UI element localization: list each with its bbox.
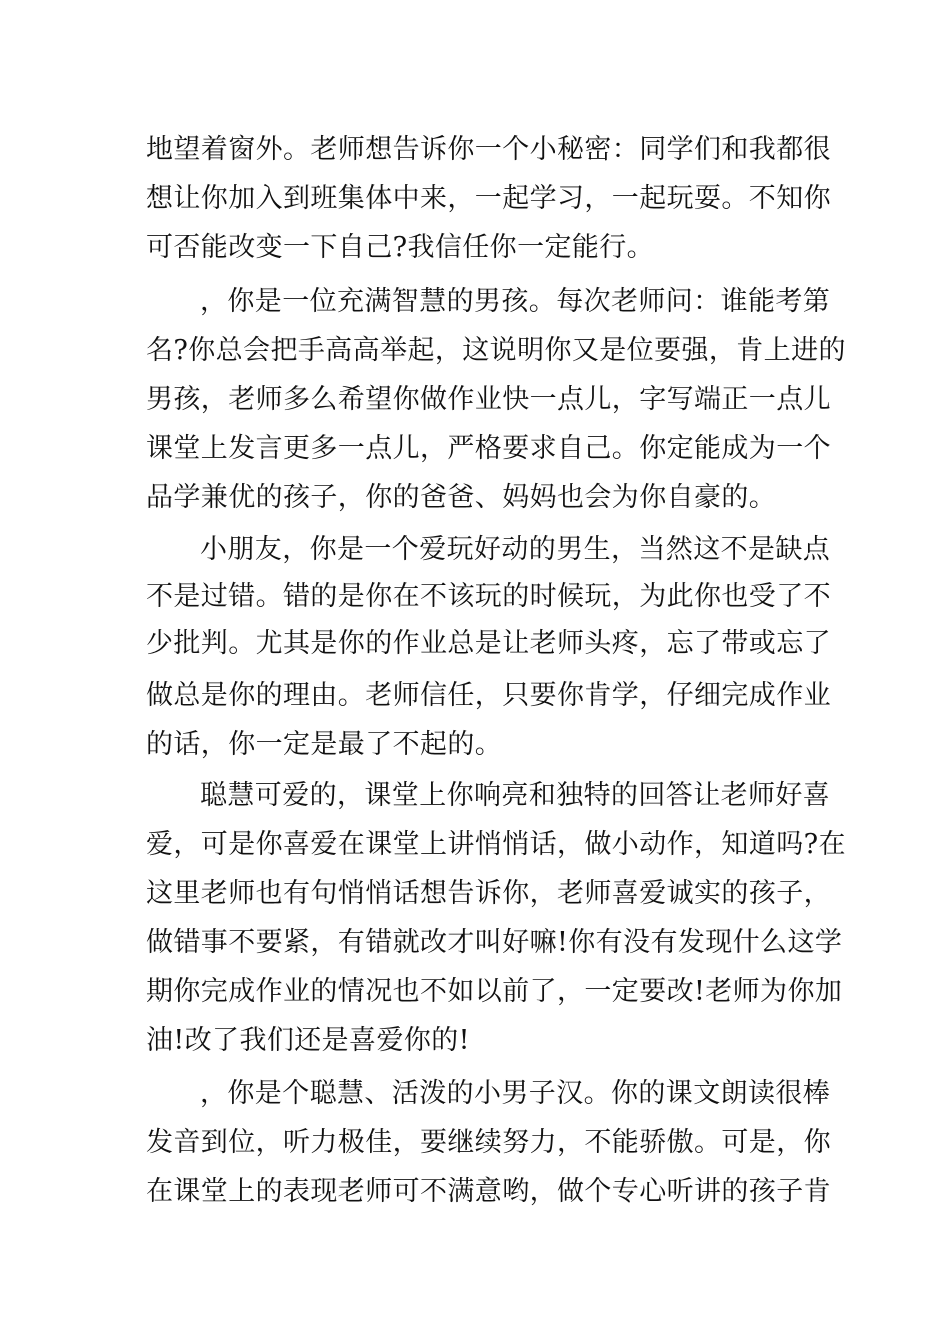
text-line: 名?你总会把手高高举起，这说明你又是位要强，肯上进的 bbox=[146, 335, 846, 366]
paragraph-first-line: ，你是个聪慧、活泼的小男子汉。你的课文朗读很棒 bbox=[200, 1078, 831, 1109]
text-line: 做错事不要紧，有错就改才叫好嘛!你有没有发现什么这学 bbox=[146, 927, 843, 958]
text-line: 品学兼优的孩子，你的爸爸、妈妈也会为你自豪的。 bbox=[146, 482, 777, 513]
paragraph-first-line: 小朋友，你是一个爱玩好动的男生，当然这不是缺点 bbox=[200, 534, 831, 565]
text-line: 的话，你一定是最了不起的。 bbox=[146, 729, 503, 760]
text-line: 可否能改变一下自己?我信任你一定能行。 bbox=[146, 232, 655, 263]
paragraph-first-line: ，你是一位充满智慧的男孩。每次老师问：谁能考第 bbox=[200, 286, 831, 317]
text-line: 想让你加入到班集体中来，一起学习，一起玩耍。不知你 bbox=[146, 183, 831, 214]
text-line: 发音到位，听力极佳，要继续努力，不能骄傲。可是，你 bbox=[146, 1127, 831, 1158]
paragraph-first-line: 聪慧可爱的，课堂上你响亮和独特的回答让老师好喜 bbox=[200, 780, 831, 811]
text-line: 男孩，老师多么希望你做作业快一点儿，字写端正一点儿 bbox=[146, 384, 831, 415]
text-line: 油!改了我们还是喜爱你的! bbox=[146, 1025, 470, 1056]
text-line: 在课堂上的表现老师可不满意哟，做个专心听讲的孩子肯 bbox=[146, 1176, 831, 1207]
text-line: 这里老师也有句悄悄话想告诉你，老师喜爱诚实的孩子， bbox=[146, 878, 831, 909]
text-line: 课堂上发言更多一点儿，严格要求自己。你定能成为一个 bbox=[146, 433, 831, 464]
text-line: 爱，可是你喜爱在课堂上讲悄悄话，做小动作，知道吗?在 bbox=[146, 829, 846, 860]
text-line: 期你完成作业的情况也不如以前了，一定要改!老师为你加 bbox=[146, 976, 843, 1007]
text-line: 做总是你的理由。老师信任，只要你肯学，仔细完成作业 bbox=[146, 680, 831, 711]
text-line: 地望着窗外。老师想告诉你一个小秘密：同学们和我都很 bbox=[146, 134, 831, 165]
text-line: 不是过错。错的是你在不该玩的时候玩，为此你也受了不 bbox=[146, 581, 831, 612]
text-line: 少批判。尤其是你的作业总是让老师头疼，忘了带或忘了 bbox=[146, 628, 831, 659]
